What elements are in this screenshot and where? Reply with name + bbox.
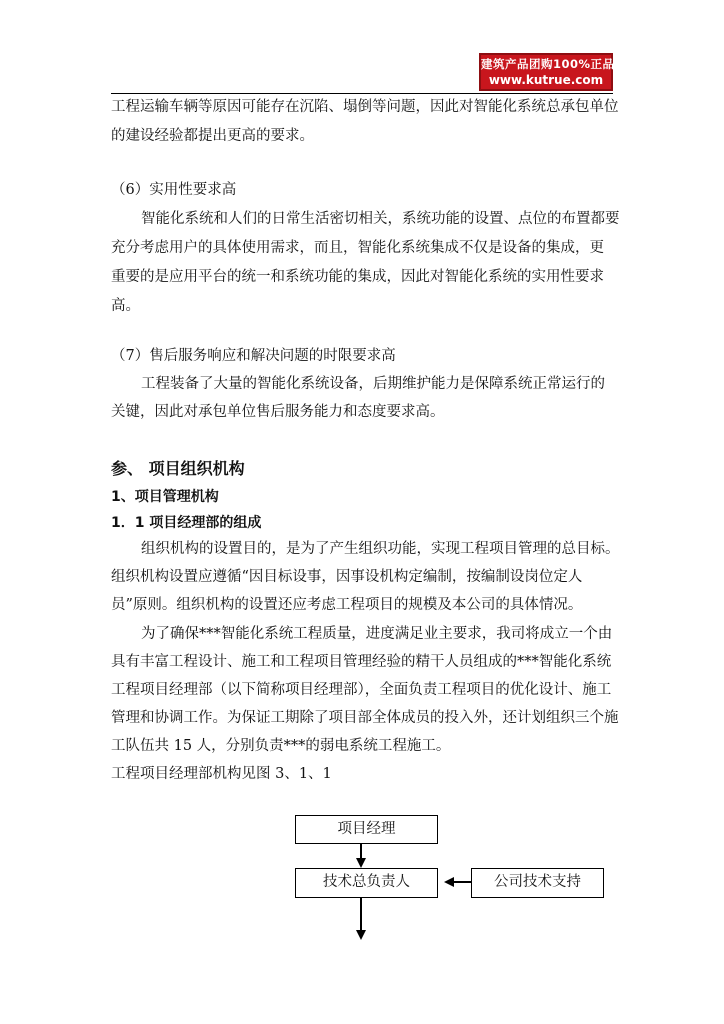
- text-line: 重要的是应用平台的统一和系统功能的集成，因此对智能化系统的实用性要求: [111, 269, 604, 285]
- part-heading: 参、 项目组织机构: [111, 459, 245, 478]
- text-line: 关键，因此对承包单位售后服务能力和态度要求高。: [111, 404, 445, 420]
- section-6-title: （6）实用性要求高: [111, 182, 237, 198]
- subsection-heading: 1．1 项目经理部的组成: [111, 515, 262, 531]
- section-7-title: （7）售后服务响应和解决问题的时限要求高: [111, 348, 396, 364]
- text-line: 工队伍共 15 人，分别负责***的弱电系统工程施工。: [111, 738, 451, 754]
- text-line: 工程装备了大量的智能化系统设备，后期维护能力是保障系统正常运行的: [141, 376, 605, 392]
- text-line: 智能化系统和人们的日常生活密切相关，系统功能的设置、点位的布置都要: [141, 211, 620, 227]
- section-heading: 1、项目管理机构: [111, 489, 219, 505]
- text-line: 组织机构的设置目的，是为了产生组织功能，实现工程项目管理的总目标。: [141, 541, 620, 557]
- text-line: 高。: [111, 298, 140, 314]
- text-line: 的建设经验都提出更高的要求。: [111, 128, 314, 144]
- text-line: 员”原则。组织机构的设置还应考虑工程项目的规模及本公司的具体情况。: [111, 597, 583, 613]
- stamp-url: www.kutrue.com: [488, 73, 604, 87]
- org-box-project-manager: 项目经理: [295, 815, 438, 844]
- text-line: 管理和协调工作。为保证工期除了项目部全体成员的投入外，还计划组织三个施: [111, 710, 619, 726]
- text-line: 具有丰富工程设计、施工和工程项目管理经验的精干人员组成的***智能化系统: [111, 654, 612, 670]
- text-line: 工程运输车辆等原因可能存在沉陷、塌倒等问题，因此对智能化系统总承包单位: [111, 99, 619, 115]
- text-line: 充分考虑用户的具体使用需求，而且，智能化系统集成不仅是设备的集成，更: [111, 240, 604, 256]
- text-line: 为了确保***智能化系统工程质量，进度满足业主要求，我司将成立一个由: [141, 626, 613, 642]
- org-box-company-tech-support: 公司技术支持: [471, 868, 604, 898]
- text-line: 组织机构设置应遵循“因目标设事，因事设机构定编制，按编制设岗位定人: [111, 569, 583, 585]
- org-box-technical-lead: 技术总负责人: [295, 868, 438, 898]
- text-line: 工程项目经理部（以下简称项目经理部），全面负责工程项目的优化设计、施工: [111, 682, 612, 698]
- stamp-slogan: 建筑产品团购100%正品: [481, 57, 615, 71]
- figure-caption: 工程项目经理部机构见图 3、1、1: [111, 766, 332, 782]
